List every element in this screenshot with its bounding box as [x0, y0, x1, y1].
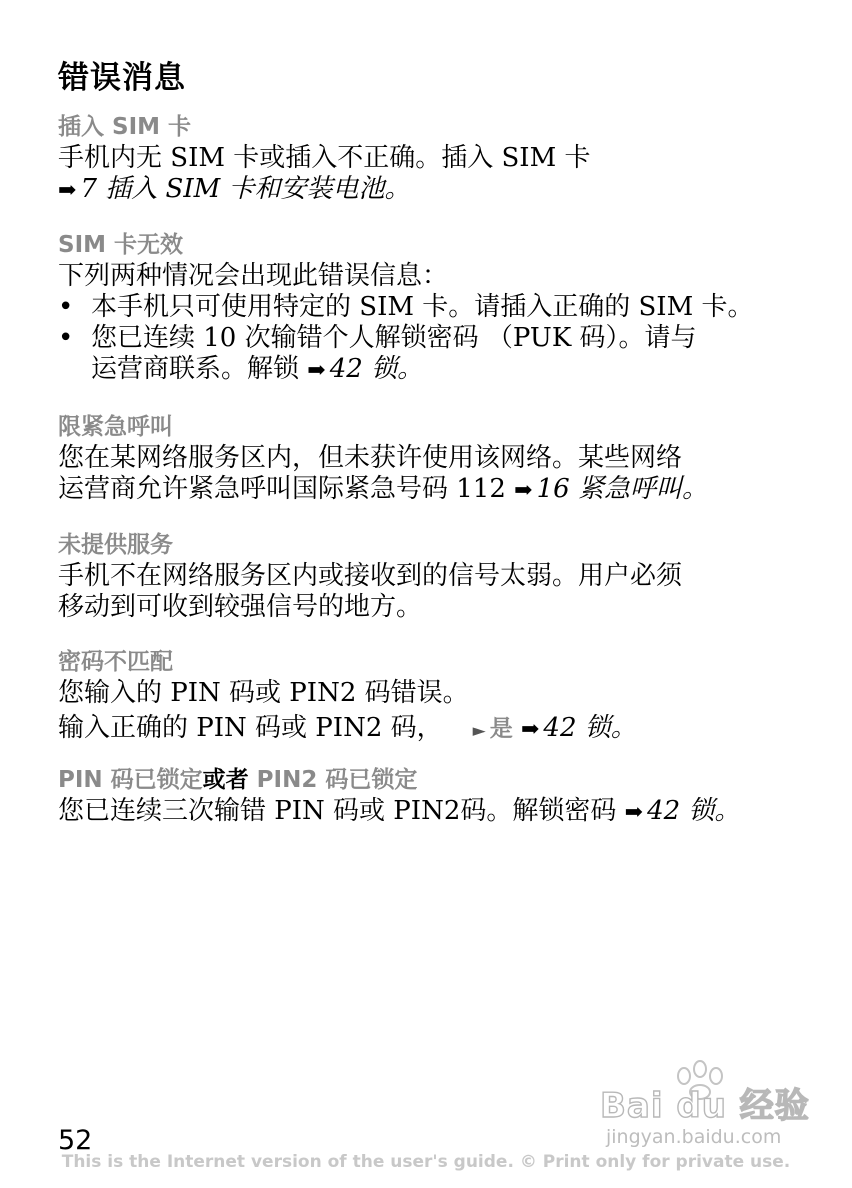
section-heading: SIM 卡无效: [58, 232, 184, 258]
paragraph-line: [58, 713, 812, 747]
right-arrow-icon: ➡: [307, 358, 326, 383]
cross-reference-text: 42 锁。: [329, 354, 424, 384]
paragraph-line: 手机不在网络服务区内或接收到的信号太弱。用户必须: [58, 561, 683, 591]
section-emergency-only: [58, 412, 812, 506]
watermark-url: jingyan.baidu.com: [606, 1126, 782, 1148]
baidu-watermark: [600, 1060, 815, 1160]
watermark-brand: Bai du 经验: [600, 1086, 810, 1126]
section-codes-mismatch: [58, 647, 812, 747]
heading-part: PIN 码已锁定: [58, 767, 203, 793]
section-invalid-sim: [58, 230, 812, 386]
paragraph-line: [58, 474, 812, 506]
page-title: 错误消息: [58, 60, 186, 96]
heading-part: PIN2 码已锁定: [248, 767, 418, 793]
cross-reference: [58, 174, 812, 206]
paragraph-line: [58, 796, 812, 828]
bullet-text: 本手机只可使用特定的 SIM 卡。请插入正确的 SIM 卡。: [91, 292, 754, 322]
bullet-icon: •: [58, 292, 74, 322]
section-heading: 未提供服务: [58, 532, 173, 558]
bullet-item: [58, 292, 812, 323]
bullet-continuation: [58, 354, 812, 386]
section-heading: 限紧急呼叫: [58, 414, 173, 440]
section-heading: 密码不匹配: [58, 649, 173, 675]
page-number: 52: [58, 1125, 93, 1156]
right-arrow-icon: ➡: [624, 800, 644, 825]
heading-conjunction: 或者: [202, 767, 249, 793]
section-heading: 插入 SIM 卡: [58, 114, 192, 140]
cross-reference-text: 42 锁。: [543, 713, 637, 743]
bullet-text: 您已连续 10 次输错个人解锁密码 （PUK 码）。请与: [91, 323, 697, 353]
cross-reference-text: 7 插入 SIM 卡和安装电池。: [80, 174, 411, 204]
paragraph-line: 您在某网络服务区内，但未获许使用该网络。某些网络: [58, 443, 683, 473]
select-icon: ►: [472, 721, 486, 741]
bullet-item: [58, 323, 812, 354]
paragraph-line: 下列两种情况会出现此错误信息：: [58, 261, 449, 291]
cross-reference-text: 42 锁。: [647, 796, 741, 826]
paragraph-line: 手机内无 SIM 卡或插入不正确。插入 SIM 卡: [58, 143, 591, 173]
paragraph-line: 您输入的 PIN 码或 PIN2 码错误。: [58, 678, 469, 708]
bullet-icon: •: [58, 323, 74, 353]
right-arrow-icon: ➡: [514, 478, 533, 503]
softkey-label: 是: [489, 716, 513, 742]
section-heading: [58, 765, 812, 796]
right-arrow-icon: ➡: [520, 717, 540, 742]
paragraph-text: 输入正确的 PIN 码或 PIN2 码，: [58, 713, 443, 743]
bullet-text: 运营商联系。解锁: [91, 354, 300, 384]
cross-reference-text: 16 紧急呼叫。: [536, 474, 708, 504]
paragraph-text: 您已连续三次输错 PIN 码或 PIN2码。解锁密码: [58, 796, 617, 826]
footer-notice: This is the Internet version of the user's guide. © Print only for private use.: [61, 1152, 791, 1172]
paragraph-text: 运营商允许紧急呼叫国际紧急号码 112: [58, 474, 506, 504]
right-arrow-icon: ➡: [58, 178, 77, 203]
section-pin-blocked: [58, 765, 812, 828]
section-insert-sim: [58, 112, 812, 206]
paragraph-line: 移动到可收到较强信号的地方。: [58, 592, 423, 622]
section-no-service: [58, 530, 812, 623]
